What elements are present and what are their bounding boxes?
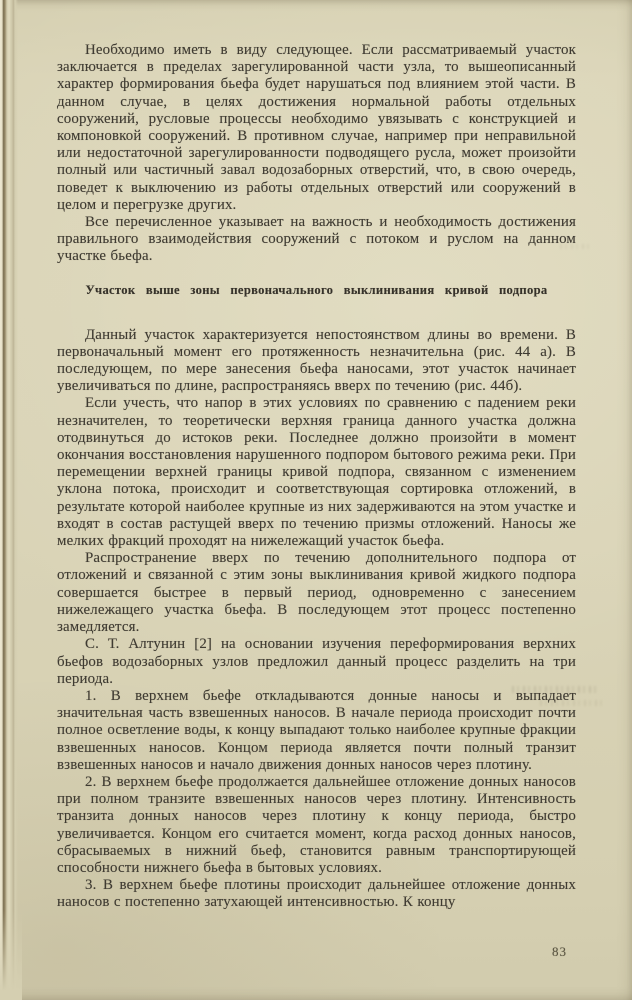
ink-bleed-artifact (512, 686, 598, 693)
text-block (57, 42, 576, 912)
section-heading: Участок выше зоны первоначального выклинивания кривой подпора (85, 282, 548, 297)
paragraph: С. Т. Алтунин [2] на основании изучения переформирования верхних бьефов водозаборных узлов предложил данный процесс разделить на три периода. (57, 636, 576, 687)
paragraph: Данный участок характеризуется непостоянством длины во времени. В первоначальный момент его протяженность незначительна (рис. 44 а). В последующем, по мере занесения бьефа наносами, этот участок начинает увеличиваться по длине, распространяясь вверх по течению (рис. 44б). (57, 326, 576, 395)
page-gutter-fade (0, 910, 22, 1000)
paragraph: Если учесть, что напор в этих условиях по сравнению с падением реки незначителен, то теоретически верхняя граница данного участка должна отодвинуться до истоков реки. Последнее должно произойти в момент окончания восстановления нарушенного подпором бытового режима реки. При перемещении верхней границы кривой подпора, связанном с изменением уклона потока, происходит и соответствующая сортировка отложений, в результате которой наиболее крупные из них задерживаются на этом участке и входят в состав растущей вверх по течению призмы отложений. Наносы же мелких фракций проходят на нижележащий участок бьефа. (57, 395, 576, 550)
paragraph: 1. В верхнем бьефе откладываются донные наносы и выпадает значительная часть взвешенных наносов. В начале периода происходит почти полное осветление воды, к концу выпадают только наиболее крупные фракции взвешенных наносов. Концом периода является почти полный транзит взвешенных наносов и начало движения донных наносов через плотину. (57, 687, 576, 773)
ink-bleed-artifact (540, 700, 602, 706)
paragraph: Распространение вверх по течению дополнительного подпора от отложений и связанной с этим зоны выклинивания кривой жидкого подпора совершается быстрее в первый период, одновременно с занесением нижележащего участка бьефа. В последующем этот процесс постепенно замедляется. (57, 550, 576, 636)
paragraph: Необходимо иметь в виду следующее. Если рассматриваемый участок заключается в пределах зарегулированной части узла, то вышеописанный характер формирования бьефа будет нарушаться под влиянием этой части. В данном случае, в целях достижения нормальной работы отдельных сооружений, русловые процессы необходимо увязывать с конструкцией и компоновкой сооружений. В противном случае, например при неправильной или недостаточной зарегулированности подводящего русла, может произойти полный или частичный завал водозаборных отверстий, что, в свою очередь, поведет к выключению из работы отдельных отверстий или сооружений в целом и перегрузке других. (57, 42, 576, 213)
page-gutter-shadow (0, 0, 18, 1000)
page-number: 83 (552, 944, 567, 959)
paragraph: Все перечисленное указывает на важность и необходимость достижения правильного взаимодействия сооружений с потоком и руслом на данном участке бьефа. (57, 214, 576, 265)
ink-bleed-artifact (560, 244, 590, 249)
paragraph: 3. В верхнем бьефе плотины происходит дальнейшее отложение донных наносов с постепенно затухающей интенсивностью. К концу (57, 877, 576, 911)
paragraph: 2. В верхнем бьефе продолжается дальнейшее отложение донных наносов при полном транзите взвешенных наносов через плотину. Интенсивность транзита донных наносов через плотину к концу периода, быстро увеличивается. Концом его считается момент, когда расход донных наносов, сбрасываемых в нижний бьеф, становится равным транспортирующей способности нижнего бьефа в бытовых условиях. (57, 773, 576, 876)
